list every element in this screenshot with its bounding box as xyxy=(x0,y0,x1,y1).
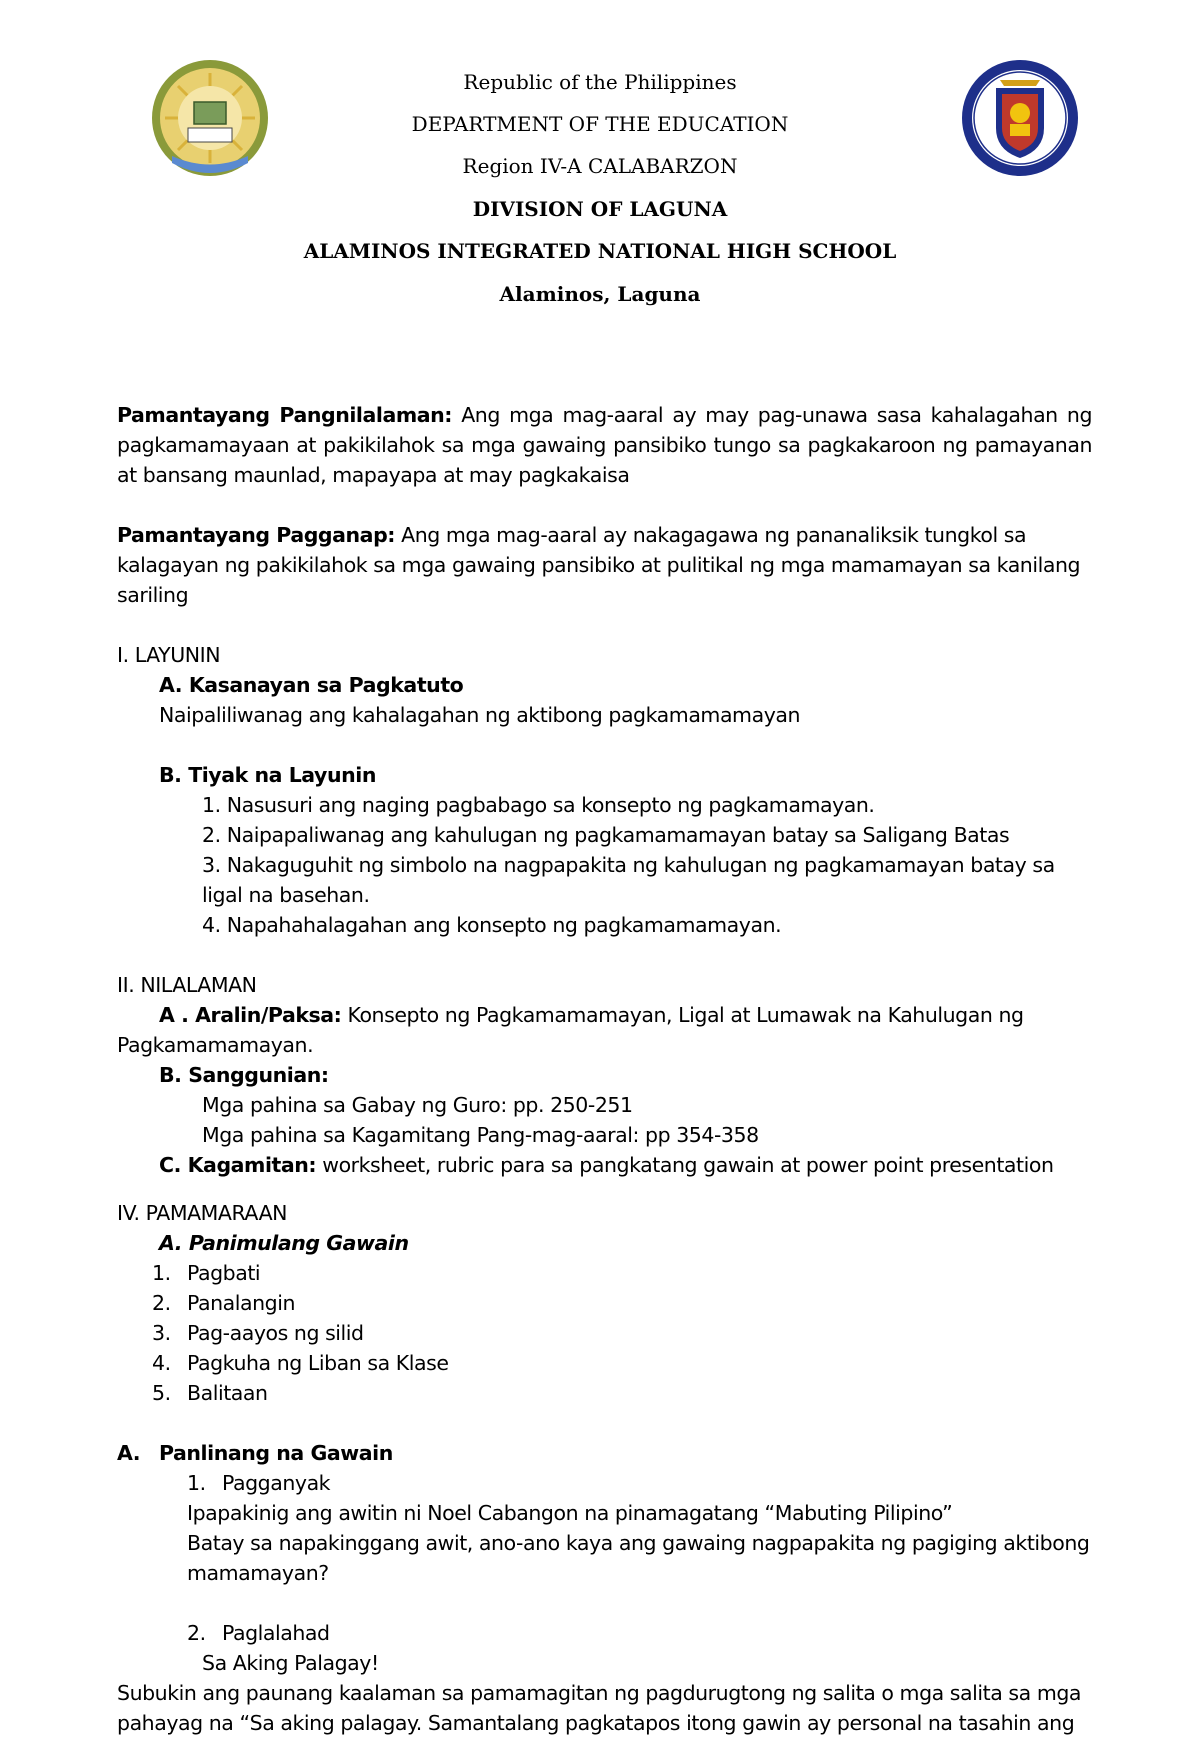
pamamaraan-heading: IV. PAMAMARAAN xyxy=(117,1201,288,1225)
pagganyak-label: 1. Pagganyak xyxy=(187,1471,331,1495)
school-location: Alaminos, Laguna xyxy=(499,282,701,306)
department-line: DEPARTMENT OF THE EDUCATION xyxy=(411,112,789,136)
layunin-heading: I. LAYUNIN xyxy=(117,643,221,667)
aralin-paksa-cont: Pagkamamamayan. xyxy=(117,1033,314,1057)
content-standard-label: Pamantayang Pangnilalaman: xyxy=(117,403,453,427)
list-item: 1. Nasusuri ang naging pagbabago sa konsepto ng pagkamamayan. xyxy=(202,793,875,817)
paglalahad-sub: Sa Aking Palagay! xyxy=(202,1651,379,1675)
paglalahad-label: 2. Paglalahad xyxy=(187,1621,330,1645)
list-item: 2. Naipapaliwanag ang kahulugan ng pagkamamamayan batay sa Saligang Batas xyxy=(202,823,1010,847)
school-name: ALAMINOS INTEGRATED NATIONAL HIGH SCHOOL xyxy=(303,239,897,263)
list-item: 2. Panalangin xyxy=(152,1291,296,1315)
list-item: Mga pahina sa Kagamitang Pang-mag-aaral: pp 354-358 xyxy=(202,1123,759,1147)
nilalaman-heading: II. NILALAMAN xyxy=(117,973,257,997)
kasanayan-label: A. Kasanayan sa Pagkatuto xyxy=(159,673,464,697)
content-standard xyxy=(117,400,1092,490)
republic-line: Republic of the Philippines xyxy=(463,70,737,94)
performance-standard xyxy=(117,520,1092,610)
panlinang-na-gawain-label: A. Panlinang na Gawain xyxy=(117,1441,393,1465)
list-item: 5. Balitaan xyxy=(152,1381,268,1405)
content-standard-text: Ang mga mag-aaral ay may pag-unawa sasa kahalagahan ng pagkamamayaan at pakikilahok sa mga gawaing pansibiko tungo sa pagkakaroon ng pamayanan at bansang maunlad, mapayapa at may pagkakaisa xyxy=(117,403,1093,487)
performance-standard-text: Ang mga mag-aaral ay nakagagawa ng pananaliksik tungkol sa kalagayan ng pakikilahok sa mga gawaing pansibiko at pulitikal ng mga mamamayan sa kanilang sariling xyxy=(117,523,1081,607)
kagamitan: C. Kagamitan: worksheet, rubric para sa pangkatang gawain at power point presentation xyxy=(159,1153,1054,1177)
division-line: DIVISION OF LAGUNA xyxy=(472,197,728,221)
list-item: 3. Pag-aayos ng silid xyxy=(152,1321,364,1345)
list-item: 3. Nakaguguhit ng simbolo na nagpapakita ng kahulugan ng pagkamamayan batay sa ligal na basehan. xyxy=(202,853,1055,907)
panimulang-gawain-label: A. Panimulang Gawain xyxy=(159,1231,409,1255)
list-item: 4. Napahahalagahan ang konsepto ng pagkamamamayan. xyxy=(202,913,782,937)
tiyak-na-layunin-label: B. Tiyak na Layunin xyxy=(159,763,376,787)
aralin-paksa: A . Aralin/Paksa: Konsepto ng Pagkamamamayan, Ligal at Lumawak na Kahulugan ng xyxy=(159,1003,1024,1027)
kasanayan-text: Naipaliliwanag ang kahalagahan ng aktibong pagkamamamayan xyxy=(159,703,801,727)
pagganyak-line2: Batay sa napakinggang awit, ano-ano kaya ang gawaing nagpapakita ng pagiging aktibong mamamayan? xyxy=(187,1531,1090,1585)
sanggunian-label: B. Sanggunian: xyxy=(159,1063,329,1087)
region-line: Region IV-A CALABARZON xyxy=(462,154,738,178)
pagganyak-line1: Ipapakinig ang awitin ni Noel Cabangon na pinamagatang “Mabuting Pilipino” xyxy=(187,1501,953,1525)
list-item: Mga pahina sa Gabay ng Guro: pp. 250-251 xyxy=(202,1093,633,1117)
performance-standard-label: Pamantayang Pagganap: xyxy=(117,523,396,547)
closing-paragraph: Subukin ang paunang kaalaman sa pamamagitan ng pagdurugtong ng salita o mga salita sa mga pahayag na “Sa aking palagay. Samantalang pagkatapos itong gawin ay personal na tasahin ang xyxy=(117,1681,1082,1735)
lesson-plan-body xyxy=(117,400,1092,1738)
list-item: 1. Pagbati xyxy=(152,1261,261,1285)
list-item: 4. Pagkuha ng Liban sa Klase xyxy=(152,1351,449,1375)
